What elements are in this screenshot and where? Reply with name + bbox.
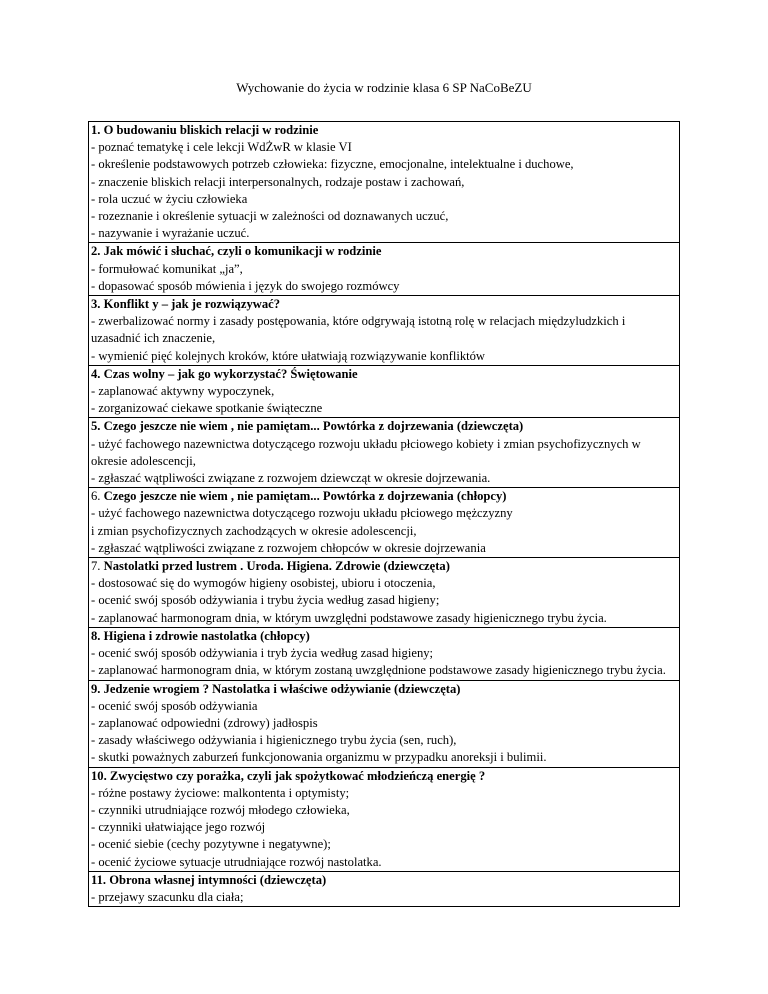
lesson-row	[89, 122, 680, 243]
lesson-title	[91, 872, 677, 889]
lesson-item: - zaplanować odpowiedni (zdrowy) jadłospis	[91, 715, 318, 730]
document-title: Wychowanie do życia w rodzinie klasa 6 SP NaCoBeZU	[236, 80, 532, 95]
lesson-title	[91, 243, 677, 260]
lesson-item: - formułować komunikat „ja”,	[91, 261, 243, 276]
lesson-title	[91, 558, 677, 575]
lesson-title	[91, 418, 677, 435]
lesson-title	[91, 488, 677, 505]
lesson-item: - zgłaszać wątpliwości związane z rozwojem dziewcząt w okresie dojrzewania.	[91, 471, 491, 486]
lessons-table-body	[89, 122, 680, 907]
lesson-title-text: Obrona własnej intymności (dziewczęta)	[109, 872, 327, 887]
lesson-title-text: Jak mówić i słuchać, czyli o komunikacji w rodzinie	[103, 244, 382, 259]
lesson-item: - rozeznanie i określenie sytuacji w zależności od doznawanych uczuć,	[91, 209, 449, 224]
lesson-cell	[89, 122, 680, 243]
lesson-item: - ocenić siebie (cechy pozytywne i negatywne);	[91, 837, 331, 852]
lesson-item: - przejawy szacunku dla ciała;	[91, 889, 244, 904]
lesson-item: - ocenić swój sposób odżywiania i tryb życia według zasad higieny;	[91, 646, 434, 661]
lesson-cell	[89, 558, 680, 628]
lesson-title-text: Zwycięstwo czy porażka, czyli jak spożytkować młodzieńczą energię ?	[109, 768, 486, 783]
lesson-item: - czynniki ułatwiające jego rozwój	[91, 820, 266, 835]
lesson-title-text: Higiena i zdrowie nastolatka (chłopcy)	[103, 628, 310, 643]
lesson-item: - określenie podstawowych potrzeb człowieka: fizyczne, emocjonalne, intelektualne i duchowe,	[91, 157, 574, 172]
lesson-number: 7.	[91, 559, 101, 574]
lesson-number: 5.	[91, 419, 101, 434]
lesson-item: - poznać tematykę i cele lekcji WdŻwR w klasie VI	[91, 140, 352, 155]
lesson-cell	[89, 767, 680, 871]
lesson-title-text: Nastolatki przed lustrem . Uroda. Higiena. Zdrowie (dziewczęta)	[103, 559, 450, 574]
lesson-row	[89, 365, 680, 418]
lessons-table	[88, 121, 680, 907]
lesson-item: - użyć fachowego nazewnictwa dotyczącego rozwoju układu płciowego mężczyzny	[91, 506, 513, 521]
lesson-title	[91, 122, 677, 139]
lesson-row	[89, 767, 680, 871]
lesson-title	[91, 296, 677, 313]
lesson-item: - ocenić swój sposób odżywiania	[91, 698, 258, 713]
lesson-number: 1.	[91, 123, 101, 137]
lesson-cell	[89, 365, 680, 418]
lesson-number: 2.	[91, 244, 101, 259]
lesson-cell	[89, 627, 680, 680]
lesson-title-text: Konflikt y – jak je rozwiązywać?	[103, 297, 281, 312]
lesson-row	[89, 871, 680, 906]
lesson-item: - ocenić swój sposób odżywiania i trybu życia według zasad higieny;	[91, 593, 440, 608]
lesson-title-text: O budowaniu bliskich relacji w rodzinie	[103, 123, 319, 137]
lesson-item: - dopasować sposób mówienia i język do swojego rozmówcy	[91, 278, 400, 293]
lesson-item: - zwerbalizować normy i zasady postępowania, które odgrywają istotną rolę w relacjach międzyludzkich i uzasadnić ich znaczenie,	[91, 314, 626, 346]
lesson-cell	[89, 680, 680, 767]
lesson-item: - znaczenie bliskich relacji interpersonalnych, rodzaje postaw i zachowań,	[91, 174, 465, 189]
lesson-item: - rola uczuć w życiu człowieka	[91, 191, 248, 206]
lesson-number: 10.	[91, 768, 107, 783]
lesson-item: - zasady właściwego odżywiania i higienicznego trybu życia (sen, ruch),	[91, 733, 457, 748]
lesson-number: 4.	[91, 366, 101, 381]
lesson-row	[89, 243, 680, 296]
lesson-number: 3.	[91, 297, 101, 312]
lesson-item: - ocenić życiowe sytuacje utrudniające rozwój nastolatka.	[91, 854, 382, 869]
lesson-item: - skutki poważnych zaburzeń funkcjonowania organizmu w przypadku anoreksji i bulimii.	[91, 750, 547, 765]
lesson-row	[89, 488, 680, 558]
lesson-item: - zgłaszać wątpliwości związane z rozwojem chłopców w okresie dojrzewania	[91, 540, 486, 555]
lesson-title	[91, 768, 677, 785]
lesson-row	[89, 680, 680, 767]
lesson-item: - nazywanie i wyrażanie uczuć.	[91, 226, 250, 241]
lesson-cell	[89, 296, 680, 366]
lesson-title-text: Czego jeszcze nie wiem , nie pamiętam... Powtórka z dojrzewania (chłopcy)	[103, 489, 507, 504]
lesson-number: 11.	[91, 872, 107, 887]
lesson-item: - zaplanować harmonogram dnia, w którym zostaną uwzględnione podstawowe zasady higienicznego trybu życia.	[91, 663, 666, 678]
lesson-item: - dostosować się do wymogów higieny osobistej, ubioru i otoczenia,	[91, 576, 436, 591]
lesson-row	[89, 558, 680, 628]
lesson-number: 8.	[91, 628, 101, 643]
lesson-item: - czynniki utrudniające rozwój młodego człowieka,	[91, 802, 350, 817]
lesson-row	[89, 418, 680, 488]
lesson-title-text: Czas wolny – jak go wykorzystać? Świętowanie	[103, 366, 358, 381]
lesson-number: 6.	[91, 489, 101, 504]
lesson-cell	[89, 418, 680, 488]
lesson-title	[91, 366, 677, 383]
lesson-item: - użyć fachowego nazewnictwa dotyczącego rozwoju układu płciowego kobiety i zmian psychofizycznych w okresie adolescencji,	[91, 436, 641, 468]
lesson-item: i zmian psychofizycznych zachodzących w okresie adolescencji,	[91, 523, 417, 538]
lesson-item: - zaplanować aktywny wypoczynek,	[91, 384, 275, 399]
lesson-title-text: Jedzenie wrogiem ? Nastolatka i właściwe odżywianie (dziewczęta)	[103, 681, 461, 696]
lesson-title-text: Czego jeszcze nie wiem , nie pamiętam... Powtórka z dojrzewania (dziewczęta)	[103, 419, 524, 434]
lesson-cell	[89, 871, 680, 906]
lesson-item: - wymienić pięć kolejnych kroków, które ułatwiają rozwiązywanie konfliktów	[91, 348, 486, 363]
lesson-item: - zorganizować ciekawe spotkanie świąteczne	[91, 401, 323, 416]
lesson-row	[89, 627, 680, 680]
lesson-item: - zaplanować harmonogram dnia, w którym uwzględni podstawowe zasady higienicznego trybu życia.	[91, 610, 607, 625]
lesson-row	[89, 296, 680, 366]
lesson-item: - różne postawy życiowe: malkontenta i optymisty;	[91, 785, 350, 800]
lesson-title	[91, 628, 677, 645]
lesson-cell	[89, 243, 680, 296]
lesson-title	[91, 681, 677, 698]
lesson-cell	[89, 488, 680, 558]
lesson-number: 9.	[91, 681, 101, 696]
